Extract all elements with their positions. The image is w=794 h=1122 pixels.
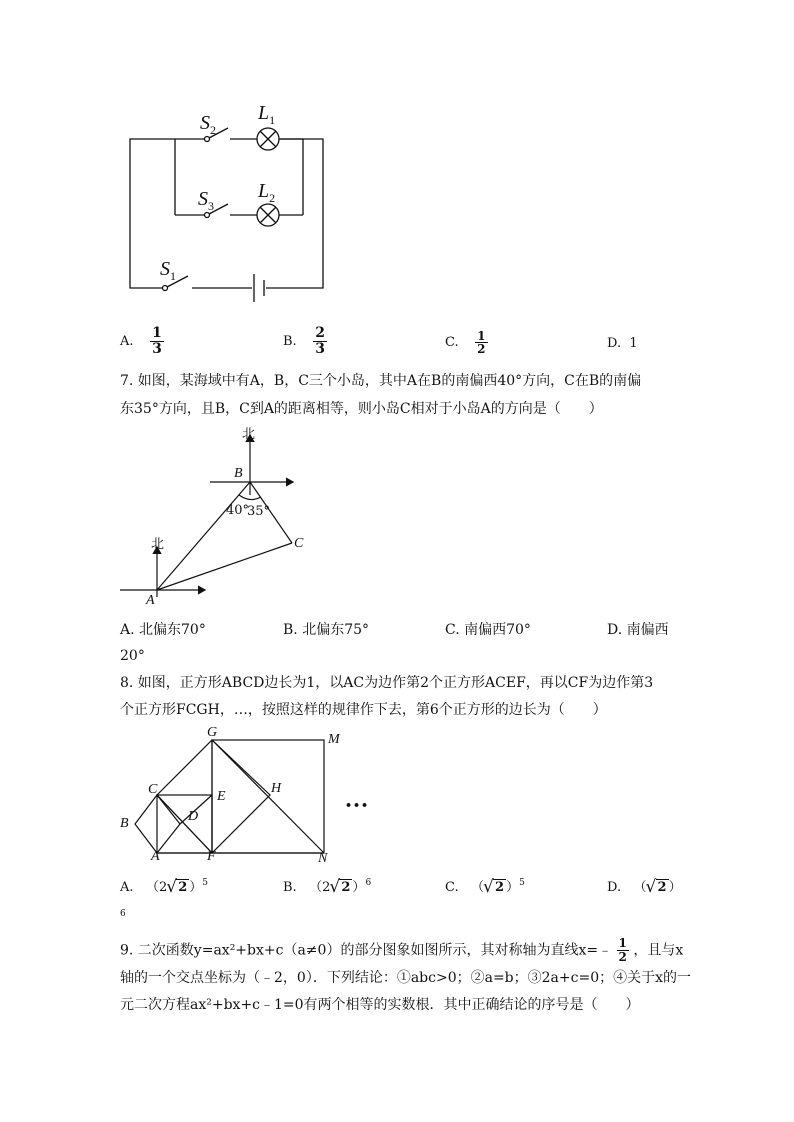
label-s3: $S_3$ xyxy=(198,188,214,213)
q8-label-n: N xyxy=(318,851,328,866)
circuit-diagram xyxy=(120,95,340,305)
q8-option-d[interactable]: D. （√ 2 ） xyxy=(607,876,682,895)
q7-north-left: 北 xyxy=(151,537,165,552)
q7-label-c: C xyxy=(294,536,304,551)
q7-angle-40: 40° xyxy=(226,503,250,518)
q8-option-c[interactable]: C. （√ 2 ）$^5$ xyxy=(445,876,525,895)
label-l2: $L_2$ xyxy=(258,180,276,205)
label-l1: $L_1$ xyxy=(258,102,276,127)
q9-line3: 元二次方程ax²+bx+c﹣1=0有两个相等的实数根．其中正确结论的序号是（ ） xyxy=(120,997,640,1013)
q7-option-a[interactable]: A. 北偏东70° xyxy=(120,622,206,638)
q8-label-f: F xyxy=(207,849,216,864)
q8-dots: ••• xyxy=(345,799,370,812)
q7-label-b: B xyxy=(234,466,243,481)
q8-label-a: A xyxy=(151,849,160,864)
q7-compass-figure xyxy=(115,425,315,610)
q8-line2: 个正方形FCGH，…，按照这样的规律作下去，第6个正方形的边长为（ ） xyxy=(120,702,607,718)
q7-line1: 7. 如图，某海域中有A，B，C三个小岛，其中A在B的南偏西40°方向，C在B的南偏 xyxy=(120,373,642,389)
q7-north-top: 北 xyxy=(242,427,256,442)
q6-option-d[interactable]: D. 1 xyxy=(607,336,638,351)
q8-label-e: E xyxy=(217,789,226,804)
label-s2: $S_2$ xyxy=(200,112,216,137)
q8-label-d: D xyxy=(188,809,199,824)
label-s1: $S_1$ xyxy=(160,258,176,283)
q8-label-g: G xyxy=(207,725,218,740)
q8-label-h: H xyxy=(271,781,282,796)
q9-line2: 轴的一个交点坐标为（﹣2，0）．下列结论：①abc>0；②a=b；③2a+c=0；④关于x的一 xyxy=(120,970,691,986)
q6-option-c[interactable]: C. $\frac{1}{2}$ xyxy=(445,329,486,356)
q7-angle-35: 35° xyxy=(247,504,271,519)
q8-label-b: B xyxy=(120,816,129,831)
q7-option-d[interactable]: D. 南偏西 xyxy=(607,622,669,638)
q8-option-d-exp-wrap: 6 xyxy=(120,909,126,919)
q7-option-d-wrap: 20° xyxy=(120,648,145,664)
q6-option-b[interactable]: B. $\frac{2}{3}$ xyxy=(283,325,325,357)
q7-option-c[interactable]: C. 南偏西70° xyxy=(445,622,531,638)
q8-option-a[interactable]: A. （2√ 2 ）$^5$ xyxy=(120,876,208,895)
q8-option-b[interactable]: B. （2√ 2 ）$^6$ xyxy=(283,876,371,895)
q7-line2: 东35°方向，且B，C到A的距离相等，则小岛C相对于小岛A的方向是（ ） xyxy=(120,401,603,417)
q8-label-m: M xyxy=(328,732,340,747)
q7-label-a: A xyxy=(146,593,155,608)
q8-line1: 8. 如图，正方形ABCD边长为1，以AC为边作第2个正方形ACEF，再以CF为边作第3 xyxy=(120,675,654,691)
q9-line1: 9. 二次函数y=ax²+bx+c（a≠0）的部分图象如图所示，其对称轴为直线x=﹣ $\frac{1}{2}$ ，且与x xyxy=(120,936,684,964)
q6-option-a[interactable]: A. $\frac{1}{3}$ xyxy=(120,325,162,357)
q8-label-c: C xyxy=(148,782,158,797)
q7-option-b[interactable]: B. 北偏东75° xyxy=(283,622,370,638)
